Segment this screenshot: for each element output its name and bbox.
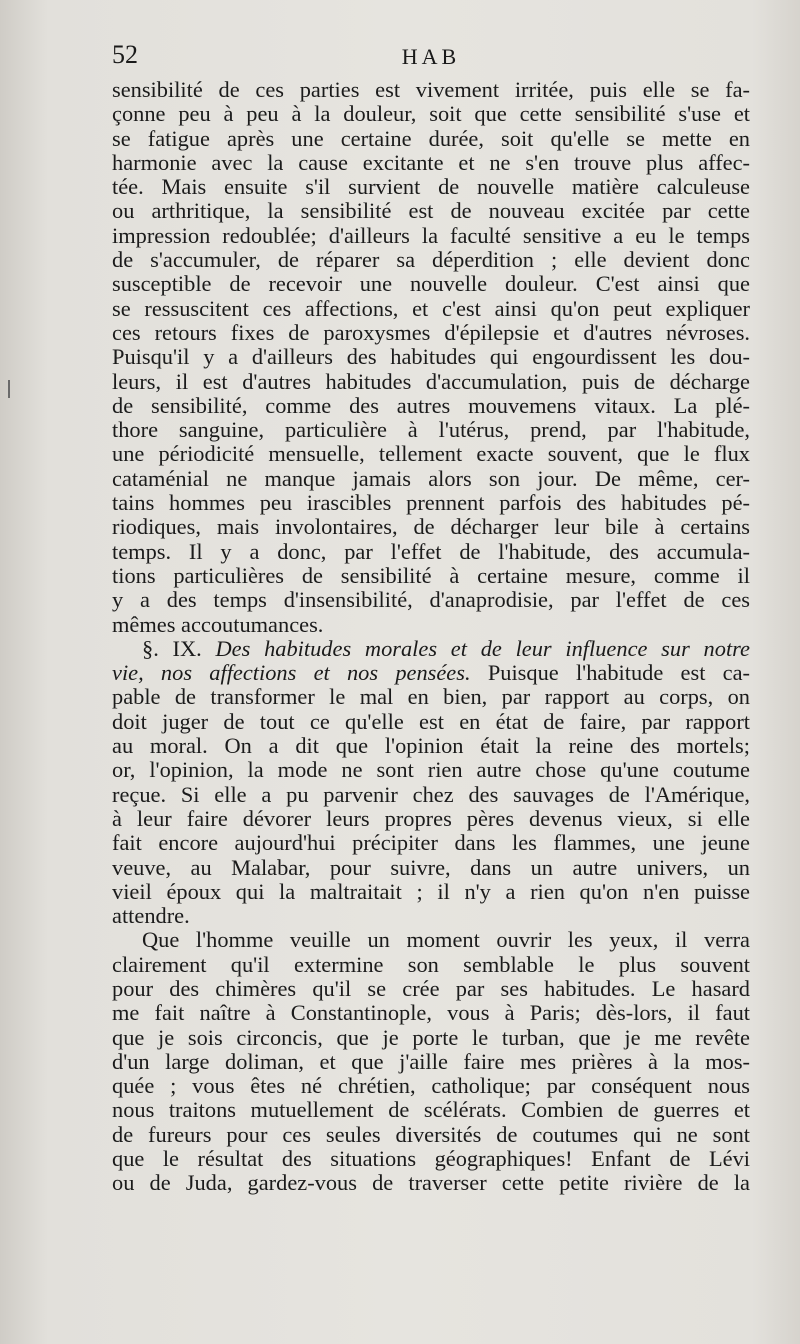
text-line: ces retours fixes de paroxysmes d'épilepsie et d'autres névroses. bbox=[112, 320, 750, 345]
text-line: pable de transformer le mal en bien, par rapport au corps, on bbox=[112, 685, 750, 710]
page-header bbox=[112, 40, 750, 80]
text-line: tions particulières de sensibilité à certaine mesure, comme il bbox=[112, 563, 750, 588]
text-line: veuve, au Malabar, pour suivre, dans un autre univers, un bbox=[112, 855, 750, 880]
text-line: que le résultat des situations géographiques! Enfant de Lévi bbox=[112, 1147, 750, 1172]
text-line: pour des chimères qu'il se crée par ses habitudes. Le hasard bbox=[112, 976, 750, 1001]
text-line: de fureurs pour ces seules diversités de coutumes qui ne sont bbox=[112, 1122, 750, 1147]
text-line: riodiques, mais involontaires, de décharger leur bile à certains bbox=[112, 515, 750, 540]
text-line: tée. Mais ensuite s'il survient de nouvelle matière calculeuse bbox=[112, 175, 750, 200]
text-line: doit juger de tout ce qu'elle est en état de faire, par rapport bbox=[112, 709, 750, 734]
text-fragment: Puisque l'habitude est ca- bbox=[487, 661, 750, 686]
section-number: §. IX. bbox=[142, 636, 202, 661]
section-title: Des habitudes morales et de leur influence sur notre bbox=[215, 636, 750, 661]
text-line: à leur faire dévorer leurs propres pères devenus vieux, si elle bbox=[112, 806, 750, 831]
text-line: attendre. bbox=[112, 904, 190, 929]
text-line: Que l'homme veuille un moment ouvrir les yeux, il verra bbox=[142, 928, 750, 953]
text-line: vieil époux qui la maltraitait ; il n'y a rien qu'on n'en puisse bbox=[112, 879, 750, 904]
text-line: de s'accumuler, de réparer sa déperdition ; elle devient donc bbox=[112, 248, 750, 273]
margin-mark bbox=[8, 380, 10, 398]
text-line: or, l'opinion, la mode ne sont rien autre chose qu'une coutume bbox=[112, 758, 750, 783]
text-line: au moral. On a dit que l'opinion était la reine des mortels; bbox=[112, 734, 750, 759]
text-line: susceptible de recevoir une nouvelle douleur. C'est ainsi que bbox=[112, 272, 750, 297]
text-line: reçue. Si elle a pu parvenir chez des sauvages de l'Amérique, bbox=[112, 782, 750, 807]
text-line: se ressuscitent ces affections, et c'est ainsi qu'on peut expliquer bbox=[112, 296, 750, 321]
text-line: fait encore aujourd'hui précipiter dans les flammes, une jeune bbox=[112, 831, 750, 856]
text-line: cataménial ne manque jamais alors son jour. De même, cer- bbox=[112, 466, 750, 491]
text-line: tains hommes peu irascibles prennent parfois des habitudes pé- bbox=[112, 491, 750, 516]
text-line: sensibilité de ces parties est vivement irritée, puis elle se fa- bbox=[112, 78, 750, 102]
text-line: thore sanguine, particulière à l'utérus, prend, par l'habitude, bbox=[112, 418, 750, 443]
text-line: quée ; vous êtes né chrétien, catholique; par conséquent nous bbox=[112, 1074, 750, 1099]
text-line: d'un large doliman, et que j'aille faire mes prières à la mos- bbox=[112, 1049, 750, 1074]
text-line: clairement qu'il extermine son semblable le plus souvent bbox=[112, 952, 750, 977]
running-head: HAB bbox=[401, 44, 461, 69]
text-line: çonne peu à peu à la douleur, soit que cette sensibilité s'use et bbox=[112, 102, 750, 127]
text-line: harmonie avec la cause excitante et ne s'en trouve plus affec- bbox=[112, 150, 750, 175]
body-text bbox=[112, 78, 750, 1196]
text-line: me fait naître à Constantinople, vous à Paris; dès-lors, il faut bbox=[112, 1001, 750, 1026]
section-heading-line-2 bbox=[112, 661, 750, 685]
text-line: Puisqu'il y a d'ailleurs des habitudes qui engourdissent les dou- bbox=[112, 345, 750, 370]
text-line: nous traitons mutuellement de scélérats. Combien de guerres et bbox=[112, 1098, 750, 1123]
page-number: 52 bbox=[112, 40, 138, 69]
text-line: une périodicité mensuelle, tellement exacte souvent, que le flux bbox=[112, 442, 750, 467]
text-line: temps. Il y a donc, par l'effet de l'habitude, des accumula- bbox=[112, 539, 750, 564]
text-line: leurs, il est d'autres habitudes d'accumulation, puis de décharge bbox=[112, 369, 750, 394]
text-line: impression redoublée; d'ailleurs la faculté sensitive a eu le temps bbox=[112, 223, 750, 248]
section-title-cont: vie, nos affections et nos pensées. bbox=[112, 661, 471, 686]
text-line: ou de Juda, gardez-vous de traverser cette petite rivière de la bbox=[112, 1171, 750, 1196]
text-line: de sensibilité, comme des autres mouvemens vitaux. La plé- bbox=[112, 393, 750, 418]
text-line: mêmes accoutumances. bbox=[112, 612, 324, 637]
text-line: y a des temps d'insensibilité, d'anaprodisie, par l'effet de ces bbox=[112, 588, 750, 613]
section-heading-line bbox=[112, 637, 750, 661]
text-line: que je sois circoncis, que je porte le turban, que je me revête bbox=[112, 1025, 750, 1050]
text-line: se fatigue après une certaine durée, soit qu'elle se mette en bbox=[112, 126, 750, 151]
text-line: ou arthritique, la sensibilité est de nouveau excitée par cette bbox=[112, 199, 750, 224]
